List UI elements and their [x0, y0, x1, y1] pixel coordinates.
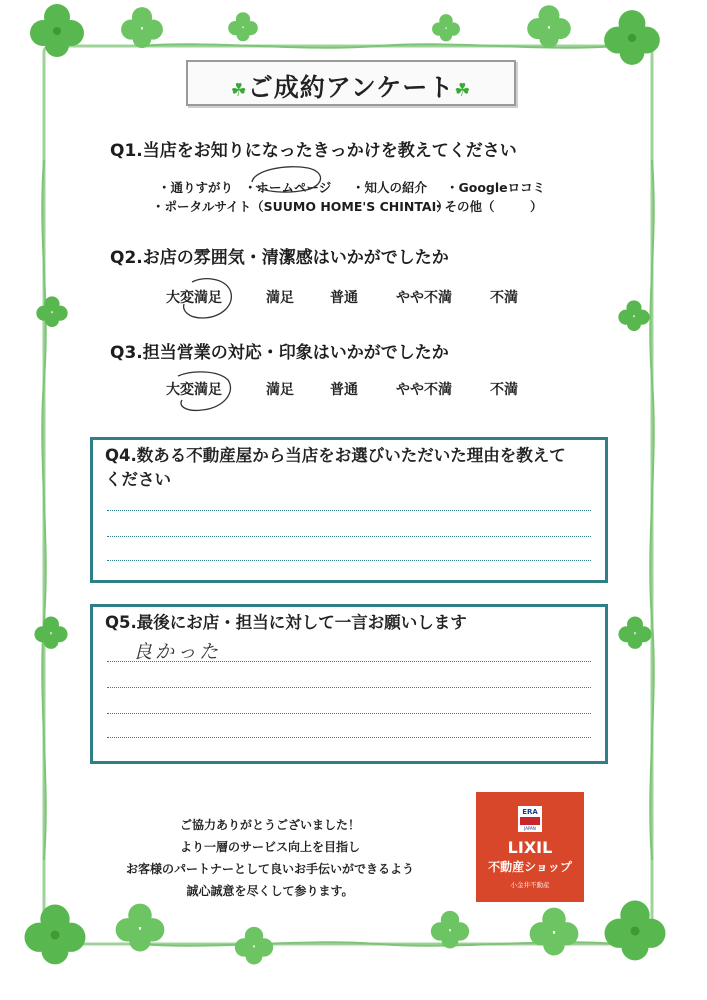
answer-line [107, 737, 591, 738]
clover-icon [32, 614, 70, 652]
clover-icon [430, 12, 462, 44]
q2-rating-option[interactable]: 不満 [490, 290, 518, 306]
page-title [188, 68, 514, 104]
q1-option[interactable]: ・Googleロコミ [446, 180, 546, 195]
clover-icon [20, 900, 90, 970]
clover-icon [118, 4, 166, 52]
answer-line [107, 536, 591, 537]
clover-icon [112, 900, 168, 956]
closing-line: お客様のパートナーとして良いお手伝いができるよう [125, 862, 414, 876]
era-text: ERA [522, 808, 538, 816]
q1-option-close: ） [530, 199, 543, 214]
era-red-bar [520, 817, 540, 825]
clover-icon [600, 896, 670, 966]
q2-rating-option[interactable]: 満足 [266, 290, 294, 306]
answer-line [107, 713, 591, 714]
clover-icon [26, 0, 88, 62]
q3-rating-option[interactable]: 不満 [490, 382, 518, 398]
clover-icon [526, 904, 582, 960]
q1-option[interactable]: ・知人の紹介 [352, 180, 428, 195]
q1-option[interactable]: ・通りすがり [158, 180, 234, 195]
closing-message [80, 814, 460, 902]
company-logo [476, 792, 584, 902]
shop-name: 不動産ショップ [488, 860, 572, 874]
q5-answer-box[interactable] [90, 604, 608, 764]
clover-icon [34, 294, 70, 330]
q4-answer-box[interactable] [90, 437, 608, 583]
answer-line [107, 687, 591, 688]
q2-rating-option[interactable]: 普通 [330, 290, 358, 306]
store-name: 小金井不動産 [510, 881, 550, 889]
q3-rating-option[interactable]: 大変満足 [166, 382, 222, 398]
q3-rating-option[interactable]: 満足 [266, 382, 294, 398]
era-logo [518, 806, 542, 832]
q2-rating-option[interactable]: やや不満 [396, 290, 452, 306]
clover-icon [226, 10, 260, 44]
q3-question: Q3.担当営業の対応・印象はいかがでしたか [110, 343, 449, 363]
q3-rating-option[interactable]: やや不満 [396, 382, 452, 398]
clover-right-icon: ☘ [454, 80, 472, 101]
clover-icon [600, 6, 664, 70]
q4-question-line: Q4.数ある不動産屋から当店をお選びいただいた理由を教えて [105, 446, 566, 465]
answer-line [107, 510, 591, 511]
clover-left-icon: ☘ [230, 80, 248, 101]
closing-line: ご協力ありがとうございました！ [179, 818, 360, 832]
era-sub-text: JAPAN [524, 826, 536, 831]
title-text: ご成約アンケート [247, 73, 455, 102]
clover-icon [524, 2, 574, 52]
q1-option[interactable]: ・その他（ [432, 199, 495, 214]
q5-question: Q5.最後にお店・担当に対して一言お願いします [105, 613, 467, 632]
q1-option[interactable]: ・ホームページ [244, 180, 332, 195]
clover-icon [616, 614, 654, 652]
q2-rating-option[interactable]: 大変満足 [166, 290, 222, 306]
q4-question [105, 444, 566, 492]
answer-line [107, 560, 591, 561]
q3-rating-option[interactable]: 普通 [330, 382, 358, 398]
clover-icon [616, 298, 652, 334]
q2-question: Q2.お店の雰囲気・清潔感はいかがでしたか [110, 248, 449, 268]
clover-icon [232, 924, 276, 968]
q5-answer-text: 良かった [133, 641, 222, 663]
q4-question-line: ください [105, 470, 171, 489]
q1-question: Q1.当店をお知りになったきっかけを教えてください [110, 141, 517, 161]
brand-name: LIXIL [507, 838, 553, 857]
closing-line: より一層のサービス向上を目指し [179, 840, 360, 854]
title-box [186, 60, 516, 106]
clover-icon [428, 908, 472, 952]
closing-line: 誠心誠意を尽くして参ります。 [186, 884, 354, 898]
q1-option[interactable]: ・ポータルサイト（SUUMO HOME'S CHINTAI） [152, 199, 449, 214]
